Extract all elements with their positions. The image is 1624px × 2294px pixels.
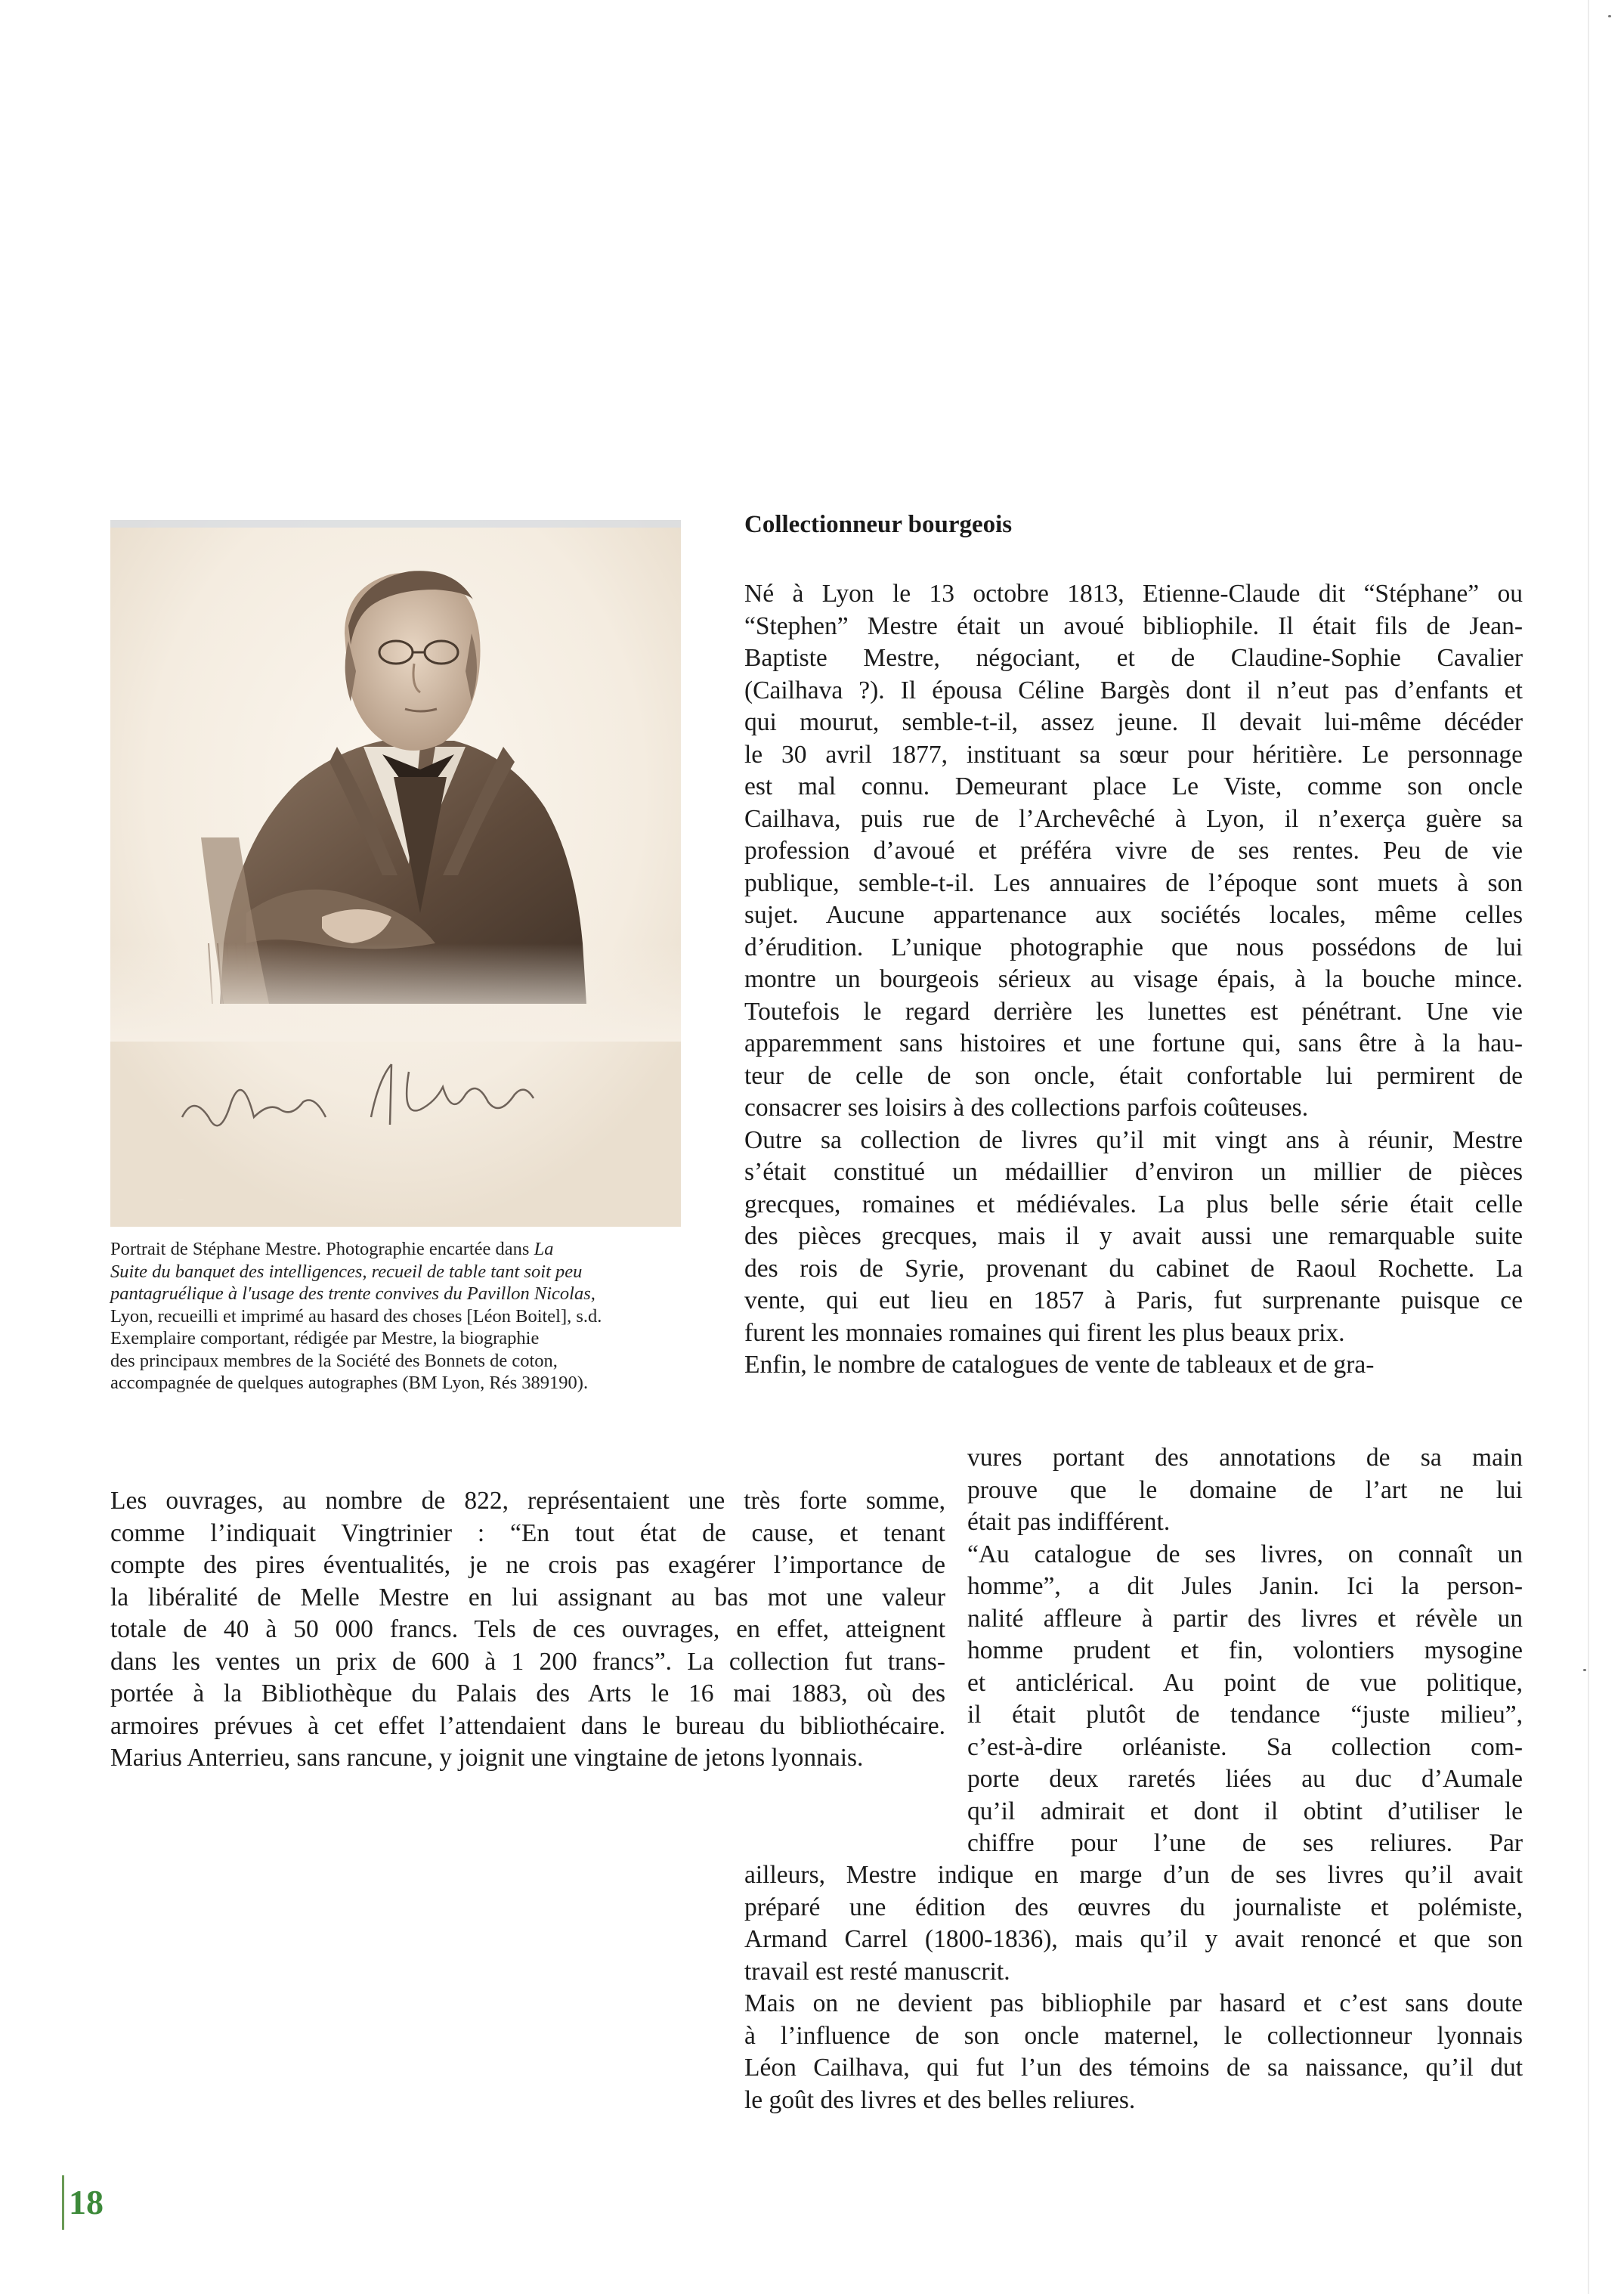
text-line: sujet. Aucune appartenance aux sociétés locales, même celles	[744, 901, 1523, 929]
portrait-image	[110, 520, 681, 1227]
text-line: à l’influence de son oncle maternel, le collectionneur lyonnais	[744, 2021, 1523, 2050]
text-line: Les ouvrages, au nombre de 822, représentaient une très forte somme,	[110, 1487, 945, 1515]
text-line: était pas indifférent.	[967, 1508, 1171, 1536]
scan-edge-shadow	[1588, 0, 1589, 2294]
text-line: c’est-à-dire orléaniste. Sa collection com-	[967, 1732, 1523, 1761]
text-line: Enfin, le nombre de catalogues de vente de tableaux et de gra-	[744, 1351, 1375, 1379]
text-line: grecques, romaines et médiévales. La plus belle série était celle	[744, 1190, 1523, 1218]
text-line: apparemment sans histoires et une fortune qui, sans être à la hau-	[744, 1029, 1523, 1057]
caption-line: Lyon, recueilli et imprimé au hasard des choses [Léon Boitel], s.d.	[110, 1305, 602, 1327]
text-line: ailleurs, Mestre indique en marge d’un de ses livres qu’il avait	[744, 1861, 1523, 1889]
text-line: homme”, a dit Jules Janin. Ici la person-	[967, 1572, 1523, 1600]
text-line: qu’il admirait et dont il obtint d’utiliser le	[967, 1797, 1523, 1825]
scan-speck	[1583, 1669, 1586, 1671]
text-line: Né à Lyon le 13 octobre 1813, Etienne-Claude dit “Stéphane” ou	[744, 580, 1523, 608]
text-line: Marius Anterrieu, sans rancune, y joignit une vingtaine de jetons lyonnais.	[110, 1744, 864, 1772]
text-line: préparé une édition des œuvres du journaliste et polémiste,	[744, 1893, 1523, 1921]
text-line: est mal connu. Demeurant place Le Viste, comme son oncle	[744, 772, 1523, 800]
caption-line: accompagnée de quelques autographes (BM Lyon, Rés 389190).	[110, 1373, 589, 1393]
caption-line: Suite du banquet des intelligences, recueil de table tant soit peu	[110, 1261, 583, 1282]
text-line: (Cailhava ?). Il épousa Céline Bargès dont il n’eut pas d’enfants et	[744, 676, 1523, 704]
body-text-right-column	[744, 578, 1523, 1382]
text-line: et anticlérical. Au point de vue politique,	[967, 1668, 1523, 1697]
text-line: totale de 40 à 50 000 francs. Tels de ces ouvrages, en effet, atteignent	[110, 1615, 945, 1643]
scan-speck	[1608, 15, 1611, 17]
text-line: homme prudent et fin, volontiers mysogine	[967, 1636, 1523, 1664]
text-line: Baptiste Mestre, négociant, et de Claudine-Sophie Cavalier	[744, 644, 1523, 672]
body-text-bottom-column	[744, 1859, 1523, 2116]
text-line: nalité affleure à partir des livres et révèle un	[967, 1604, 1523, 1633]
text-line: Armand Carrel (1800-1836), mais qu’il y avait renoncé et que son	[744, 1925, 1523, 1953]
text-line: Cailhava, puis rue de l’Archevêché à Lyon, il n’exerça guère sa	[744, 804, 1523, 833]
text-line: prouve que le domaine de l’art ne lui	[967, 1475, 1523, 1504]
text-line: consacrer ses loisirs à des collections parfois coûteuses.	[744, 1094, 1309, 1122]
text-line: des pièces grecques, mais il y avait aussi une remarquable suite	[744, 1222, 1523, 1250]
body-text-narrow-column	[967, 1442, 1523, 1860]
text-line: s’était constitué un médaillier d’environ un millier de pièces	[744, 1158, 1523, 1186]
page-number: 18	[62, 2175, 104, 2230]
text-line: publique, semble-t-il. Les annuaires de l’époque sont muets à son	[744, 868, 1523, 897]
text-line: comme l’indiquait Vingtrinier : “En tout état de cause, et tenant	[110, 1518, 945, 1547]
text-line: d’érudition. L’unique photographie que nous possédons de lui	[744, 933, 1523, 961]
text-line: armoires prévues à cet effet l’attendaient dans le bureau du bibliothécaire.	[110, 1711, 945, 1740]
body-text-left-block	[110, 1485, 945, 1775]
text-line: le goût des livres et des belles reliures.	[744, 2085, 1136, 2114]
text-line: vures portant des annotations de sa main	[967, 1444, 1523, 1472]
text-line: qui mourut, semble-t-il, assez jeune. Il devait lui-même décéder	[744, 708, 1523, 736]
text-line: Outre sa collection de livres qu’il mit vingt ans à réunir, Mestre	[744, 1125, 1523, 1154]
text-line: “Stephen” Mestre était un avoué bibliophile. Il était fils de Jean-	[744, 611, 1523, 640]
text-line: dans les ventes un prix de 600 à 1 200 francs”. La collection fut trans-	[110, 1647, 945, 1676]
caption-line: des principaux membres de la Société des Bonnets de coton,	[110, 1350, 558, 1371]
text-line: des rois de Syrie, provenant du cabinet de Raoul Rochette. La	[744, 1254, 1523, 1283]
text-line: portée à la Bibliothèque du Palais des Arts le 16 mai 1883, où des	[110, 1679, 945, 1707]
text-line: Léon Cailhava, qui fut l’un des témoins de sa naissance, qu’il dut	[744, 2054, 1523, 2082]
portrait-signature: Stéphane Mestre	[178, 1200, 184, 1201]
caption-line: Exemplaire comportant, rédigée par Mestre, la biographie	[110, 1328, 540, 1348]
text-line: chiffre pour l’une de ses reliures. Par	[967, 1829, 1523, 1857]
text-line: montre un bourgeois sérieux au visage épais, à la bouche mince.	[744, 965, 1523, 993]
text-line: compte des pires éventualités, je ne crois pas exagérer l’importance de	[110, 1551, 945, 1579]
text-line: il était plutôt de tendance “juste milieu”,	[967, 1701, 1523, 1729]
section-heading: Collectionneur bourgeois	[744, 511, 1013, 538]
text-line: “Au catalogue de ses livres, on connaît un	[967, 1540, 1523, 1568]
portrait-photograph	[110, 520, 681, 1227]
caption-line: Portrait de Stéphane Mestre. Photographie encartée dans La	[110, 1239, 554, 1259]
text-line: teur de celle de son oncle, était confortable lui permirent de	[744, 1061, 1523, 1090]
text-line: Toutefois le regard derrière les lunettes est pénétrant. Une vie	[744, 997, 1523, 1026]
text-line: profession d’avoué et préféra vivre de ses rentes. Peu de vie	[744, 837, 1523, 865]
text-line: la libéralité de Melle Mestre en lui assignant au bas mot une valeur	[110, 1583, 945, 1611]
text-line: Mais on ne devient pas bibliophile par hasard et c’est sans doute	[744, 1989, 1523, 2017]
text-line: porte deux raretés liées au duc d’Aumale	[967, 1765, 1523, 1793]
text-line: vente, qui eut lieu en 1857 à Paris, fut surprenante puisque ce	[744, 1286, 1523, 1314]
text-line: le 30 avril 1877, instituant sa sœur pour héritière. Le personnage	[744, 740, 1523, 769]
portrait-caption	[110, 1238, 700, 1395]
caption-line: pantagruélique à l'usage des trente convives du Pavillon Nicolas,	[110, 1283, 595, 1304]
text-line: furent les monnaies romaines qui firent les plus beaux prix.	[744, 1318, 1345, 1347]
text-line: travail est resté manuscrit.	[744, 1957, 1010, 1986]
